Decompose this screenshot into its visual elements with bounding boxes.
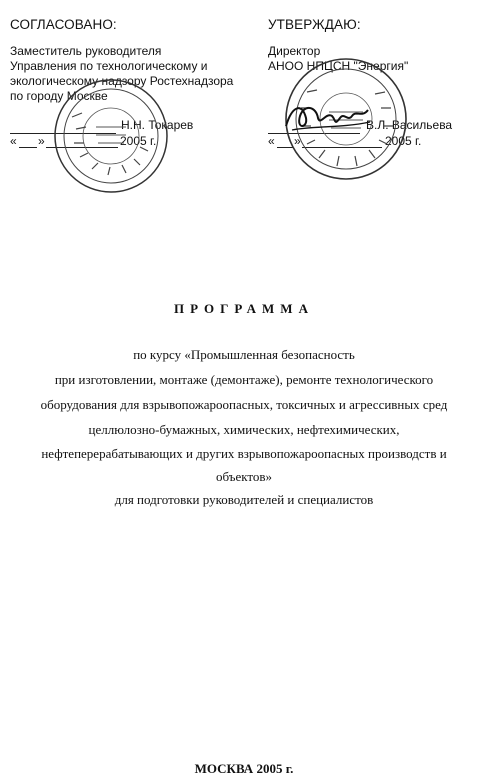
program-line-5: нефтеперерабатывающих и других взрывопожароопасных производств и bbox=[41, 446, 447, 461]
left-position-line-1: Заместитель руководителя bbox=[10, 44, 162, 58]
right-position-line-1: Директор bbox=[268, 44, 321, 58]
program-line-7: для подготовки руководителей и специалистов bbox=[114, 492, 374, 507]
document-title: ПРОГРАММА bbox=[174, 301, 314, 316]
right-date-year: 2005 г. bbox=[385, 134, 422, 148]
left-position-line-3: экологическому надзору Ростехнадзора bbox=[10, 74, 234, 88]
left-date-close-quote: » bbox=[38, 134, 45, 148]
approved-heading: УТВЕРЖДАЮ: bbox=[268, 17, 361, 32]
city-year-footer: МОСКВА 2005 г. bbox=[194, 761, 294, 776]
right-signatory-name: В.Л. Васильева bbox=[366, 118, 453, 132]
program-line-4: целлюлозно-бумажных, химических, нефтехимических, bbox=[88, 422, 400, 437]
program-line-2: при изготовлении, монтаже (демонтаже), ремонте технологического bbox=[54, 372, 434, 387]
left-position-line-4: по городу Москве bbox=[10, 89, 108, 103]
left-date-year: 2005 г. bbox=[120, 134, 157, 148]
program-line-1: по курсу «Промышленная безопасность bbox=[133, 347, 355, 362]
right-date-open-quote: « bbox=[268, 134, 275, 148]
director-signature-icon bbox=[282, 96, 374, 140]
right-position-line-2: АНОО НПЦСН "Энергия" bbox=[268, 59, 409, 73]
left-signatory-name: Н.Н. Токарев bbox=[121, 118, 194, 132]
left-date-day-blank bbox=[19, 147, 37, 148]
program-line-3: оборудования для взрывопожароопасных, токсичных и агрессивных сред bbox=[40, 397, 448, 412]
left-round-seal bbox=[52, 77, 170, 195]
left-date-open-quote: « bbox=[10, 134, 17, 148]
program-line-6: объектов» bbox=[215, 469, 273, 484]
left-position-line-2: Управления по технологическому и bbox=[10, 59, 208, 73]
right-date-close-quote: » bbox=[294, 134, 301, 148]
agreed-heading: СОГЛАСОВАНО: bbox=[10, 17, 117, 32]
